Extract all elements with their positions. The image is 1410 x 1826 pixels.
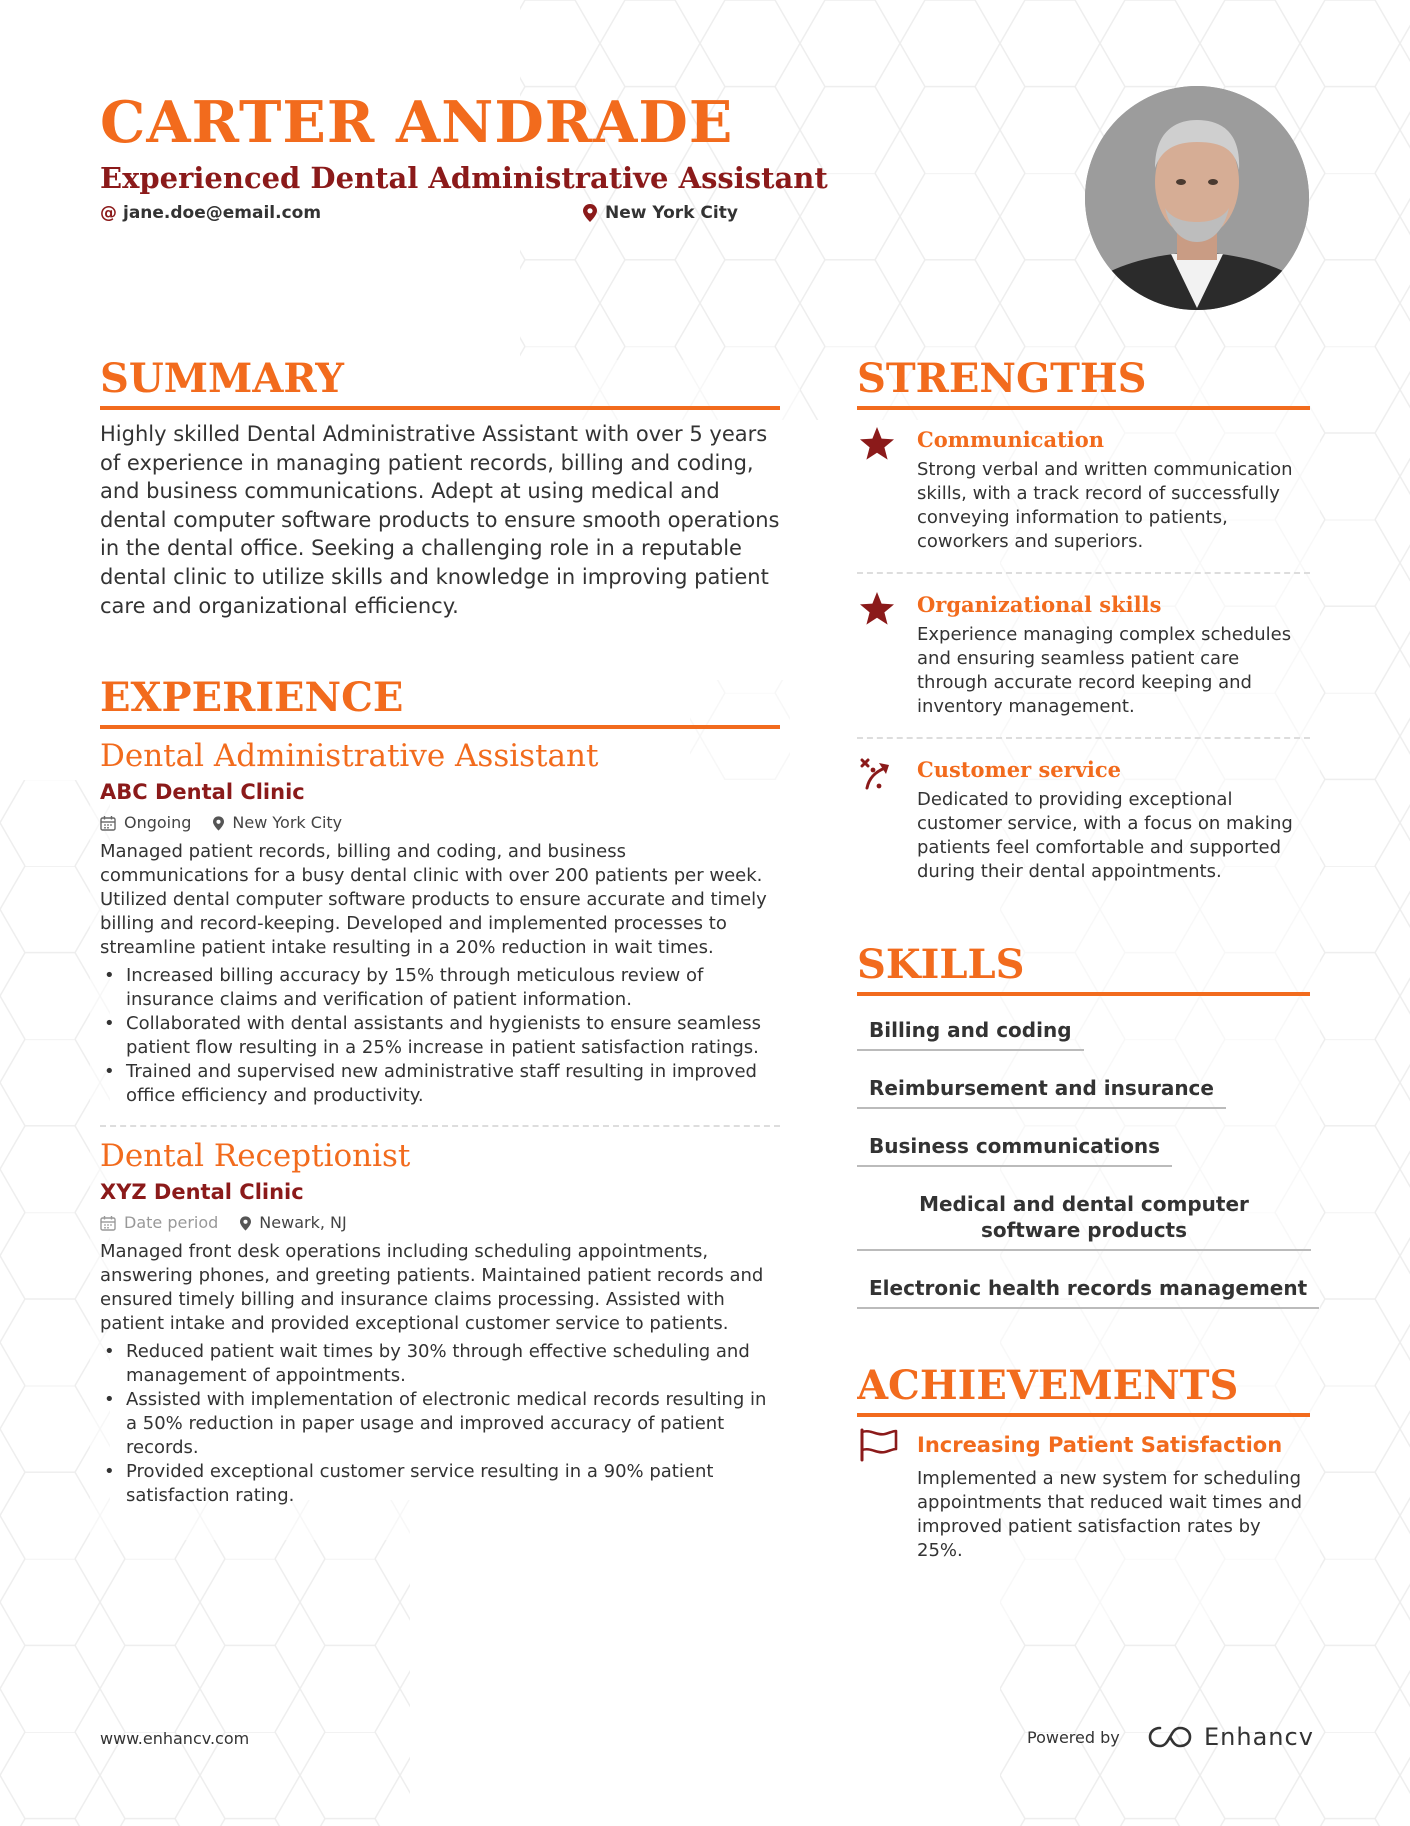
job-meta <box>100 810 780 836</box>
strength-title: Communication <box>917 427 1105 452</box>
strategy-icon <box>859 756 895 792</box>
skill-tag: Reimbursement and insurance <box>857 1075 1226 1109</box>
job-bullet: • Assisted with implementation of electronic medical records resulting in a 50% reduction in paper usage and improved accuracy of patient records. <box>100 1388 780 1460</box>
contact-location <box>583 200 738 226</box>
footer-brand: Enhancv <box>1204 1723 1314 1751</box>
calendar-icon <box>100 1215 116 1231</box>
job-bullet: • Trained and supervised new administrative staff resulting in improved office efficiency and productivity. <box>100 1060 780 1108</box>
strength-item <box>857 424 1310 554</box>
strength-divider <box>857 737 1310 739</box>
job-company: XYZ Dental Clinic <box>100 1180 304 1204</box>
job-bullet: • Reduced patient wait times by 30% through effective scheduling and management of appointments. <box>100 1340 780 1388</box>
job-location: Newark, NJ <box>240 1210 346 1236</box>
job-bullet: • Increased billing accuracy by 15% through meticulous review of insurance claims and verification of patient information. <box>100 964 780 1012</box>
skill-tag: Billing and coding <box>857 1017 1084 1051</box>
job-description: Managed front desk operations including scheduling appointments, answering phones, and greeting patients. Maintained patient records and ensured timely billing and insurance claims processing. Assisted with patient intake and provided exceptional customer service to patients. <box>100 1241 764 1334</box>
job-title: Dental Administrative Assistant <box>100 738 599 774</box>
job-description: Managed patient records, billing and coding, and business communications for a busy dental clinic with over 200 patients per week. Utilized dental computer software products to ensure accurate and timely billing and record-keeping. Developed and implemented processes to streamline patient intake resulting in a 20% reduction in wait times. <box>100 841 767 958</box>
achievements-heading: ACHIEVEMENTS <box>857 1361 1310 1417</box>
experience-heading: EXPERIENCE <box>100 673 780 729</box>
footer-website-link[interactable]: www.enhancv.com <box>100 1729 250 1748</box>
job-location: New York City <box>213 810 342 836</box>
strength-description: Strong verbal and written communication skills, with a track record of successfully conveying information to patients, coworkers and superiors. <box>917 459 1293 552</box>
email-text: jane.doe@email.com <box>123 203 322 223</box>
job-bullets <box>100 1340 780 1508</box>
skills-heading: SKILLS <box>857 940 1310 996</box>
at-icon: @ <box>100 203 117 223</box>
job-period: Date period <box>100 1210 218 1236</box>
calendar-icon <box>100 815 116 831</box>
strength-item <box>857 589 1310 719</box>
job-period: Ongoing <box>100 810 191 836</box>
candidate-title: Experienced Dental Administrative Assistant <box>100 161 828 195</box>
strength-title: Organizational skills <box>917 592 1162 617</box>
map-pin-icon <box>240 1216 251 1231</box>
contact-email[interactable] <box>100 200 321 226</box>
experience-divider <box>100 1125 780 1127</box>
experience-entry <box>100 736 780 1108</box>
summary-text: Highly skilled Dental Administrative Assistant with over 5 years of experience in managing patient records, billing and coding, and business communications. Adept at using medical and dental computer software products to ensure smooth operations in the dental office. Seeking a challenging role in a reputable dental clinic to utilize skills and knowledge in improving patient care and organizational efficiency. <box>100 422 780 618</box>
star-icon <box>859 426 895 462</box>
enhancv-logo-icon <box>1146 1722 1194 1752</box>
profile-photo <box>1085 86 1309 310</box>
job-title: Dental Receptionist <box>100 1138 411 1174</box>
strength-title: Customer service <box>917 757 1122 782</box>
star-icon <box>859 591 895 627</box>
flag-icon <box>859 1428 899 1462</box>
skill-tag: Business communications <box>857 1133 1172 1167</box>
strength-description: Experience managing complex schedules and ensuring seamless patient care through accurate record keeping and inventory management. <box>917 624 1292 717</box>
strengths-heading: STRENGTHS <box>857 354 1310 410</box>
job-bullet: • Provided exceptional customer service resulting in a 90% patient satisfaction rating. <box>100 1460 780 1508</box>
location-text: New York City <box>605 203 738 223</box>
map-pin-icon <box>213 816 224 831</box>
job-bullets <box>100 964 780 1108</box>
map-pin-icon <box>583 204 597 222</box>
footer-powered-by: Powered by <box>1027 1728 1120 1747</box>
experience-entry <box>100 1136 780 1508</box>
job-bullet: • Collaborated with dental assistants and hygienists to ensure seamless patient flow resulting in a 25% increase in patient satisfaction ratings. <box>100 1012 780 1060</box>
strength-item <box>857 754 1310 884</box>
job-meta <box>100 1210 780 1236</box>
skill-tag: Medical and dental computer software products <box>857 1191 1311 1251</box>
strength-description: Dedicated to providing exceptional customer service, with a focus on making patients feel comfortable and supported during their dental appointments. <box>917 789 1293 882</box>
summary-heading: SUMMARY <box>100 354 780 410</box>
achievement-title: Increasing Patient Satisfaction <box>917 1433 1283 1457</box>
skill-tag: Electronic health records management <box>857 1275 1319 1309</box>
candidate-name: CARTER ANDRADE <box>100 89 734 156</box>
job-company: ABC Dental Clinic <box>100 780 305 804</box>
strength-divider <box>857 572 1310 574</box>
achievement-description: Implemented a new system for scheduling appointments that reduced wait times and improved patient satisfaction rates by 25%. <box>917 1468 1303 1561</box>
